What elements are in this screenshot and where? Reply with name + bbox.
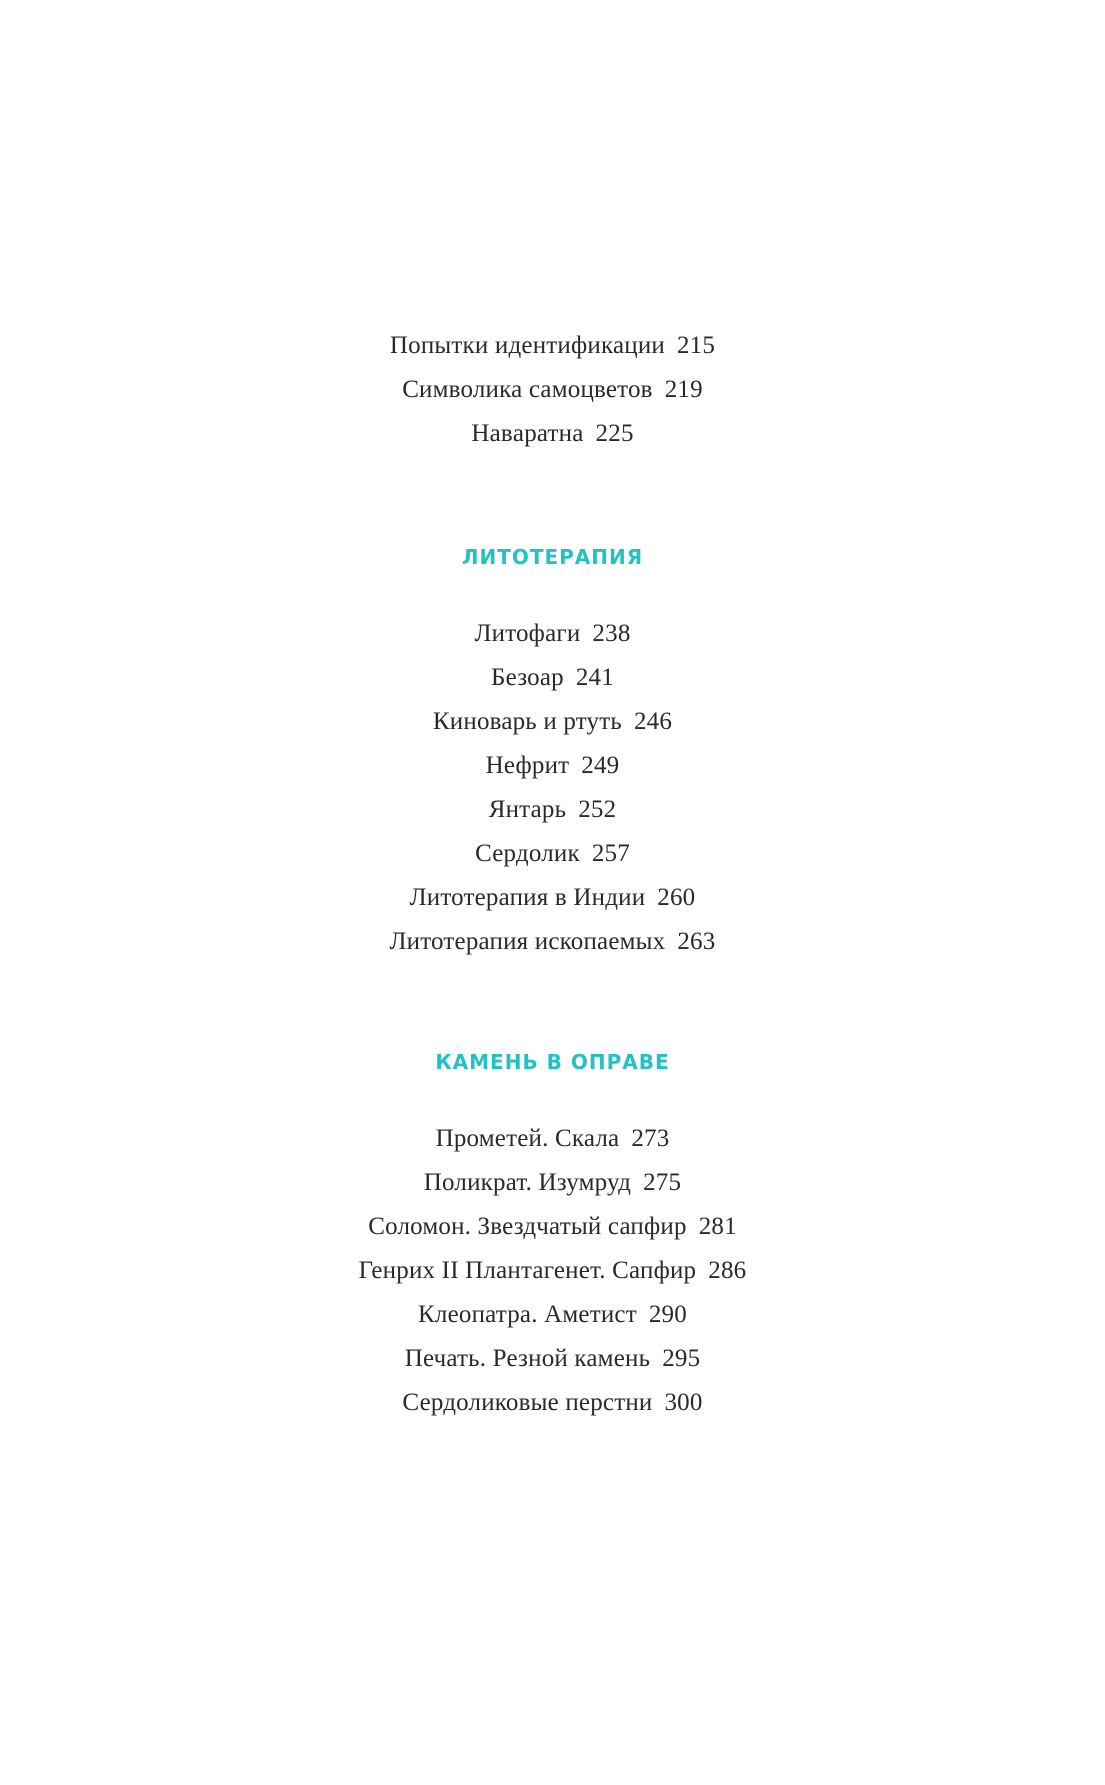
toc-entry-title: Попытки идентификации bbox=[389, 332, 665, 359]
toc-entry-title: Символика самоцветов bbox=[402, 376, 653, 403]
toc-entry bbox=[0, 920, 1105, 964]
toc-entry-page: 252 bbox=[578, 796, 617, 823]
toc-entry-title: Сердолик bbox=[475, 840, 580, 867]
toc-entry-page: 225 bbox=[595, 420, 634, 447]
toc-entry-page: 219 bbox=[664, 376, 703, 403]
toc-entry-page: 263 bbox=[677, 928, 716, 955]
toc-entry bbox=[0, 368, 1105, 412]
toc-entry-title: Навaратна bbox=[471, 420, 584, 447]
toc-entry-page: 257 bbox=[591, 840, 630, 867]
toc-entry-title: Янтарь bbox=[488, 796, 567, 823]
toc-entry-title: Клеопатра. Аметист bbox=[418, 1301, 637, 1328]
toc-entry-page: 295 bbox=[662, 1345, 701, 1372]
toc-entry-title: Соломон. Звездчатый сапфир bbox=[368, 1213, 687, 1240]
toc-entry bbox=[0, 788, 1105, 832]
toc-entry-title: Печать. Резной камень bbox=[404, 1345, 651, 1372]
toc-entry-title: Генрих II Плантагенет. Сапфир bbox=[358, 1257, 697, 1284]
toc-entry-page: 275 bbox=[643, 1169, 682, 1196]
toc-entry bbox=[0, 744, 1105, 788]
toc-entry bbox=[0, 1161, 1105, 1205]
toc-section-stone-in-setting bbox=[0, 1117, 1105, 1425]
toc-entry-title: Литофаги bbox=[474, 620, 581, 647]
toc-entry bbox=[0, 1249, 1105, 1293]
toc-group-continued bbox=[0, 324, 1105, 456]
toc-entry bbox=[0, 1205, 1105, 1249]
toc-entry-page: 286 bbox=[708, 1257, 747, 1284]
toc-entry bbox=[0, 1381, 1105, 1425]
toc-entry-title: Нефрит bbox=[485, 752, 570, 779]
toc-entry-page: 215 bbox=[676, 332, 716, 359]
toc-entry-title: Киноварь и ртуть bbox=[432, 708, 622, 735]
toc-entry-page: 246 bbox=[633, 708, 673, 735]
toc-entry-title: Литотерапия в Индии bbox=[409, 884, 646, 911]
toc-entry-title: Сердоликовые перстни bbox=[402, 1389, 653, 1416]
toc-entry bbox=[0, 656, 1105, 700]
toc-entry bbox=[0, 700, 1105, 744]
toc-entry bbox=[0, 412, 1105, 456]
toc-entry-title: Поликрат. Изумруд bbox=[423, 1169, 632, 1196]
toc-entry bbox=[0, 1293, 1105, 1337]
toc-entry-page: 290 bbox=[648, 1301, 687, 1328]
toc-entry-title: Литотерапия ископаемых bbox=[389, 928, 666, 955]
toc-entry-page: 260 bbox=[657, 884, 696, 911]
toc-entry bbox=[0, 876, 1105, 920]
toc-entry bbox=[0, 612, 1105, 656]
toc-entry bbox=[0, 1337, 1105, 1381]
toc-entry bbox=[0, 324, 1105, 368]
toc-entry-page: 249 bbox=[581, 752, 620, 779]
toc-entry-page: 273 bbox=[631, 1125, 670, 1152]
toc-entry-title: Прометей. Скала bbox=[435, 1125, 620, 1152]
toc-entry-page: 300 bbox=[664, 1389, 703, 1416]
toc-entry-title: Безоар bbox=[491, 664, 564, 691]
section-heading-litotherapy: ЛИТОТЕРАПИЯ bbox=[461, 545, 644, 569]
toc-entry-page: 238 bbox=[592, 620, 631, 647]
toc-entry-page: 241 bbox=[575, 664, 614, 691]
toc-entry-page: 281 bbox=[698, 1213, 737, 1240]
toc-entry bbox=[0, 1117, 1105, 1161]
toc-section-litotherapy bbox=[0, 612, 1105, 964]
section-heading-stone-in-setting: КАМЕНЬ В ОПРАВЕ bbox=[435, 1050, 670, 1074]
toc-entry bbox=[0, 832, 1105, 876]
